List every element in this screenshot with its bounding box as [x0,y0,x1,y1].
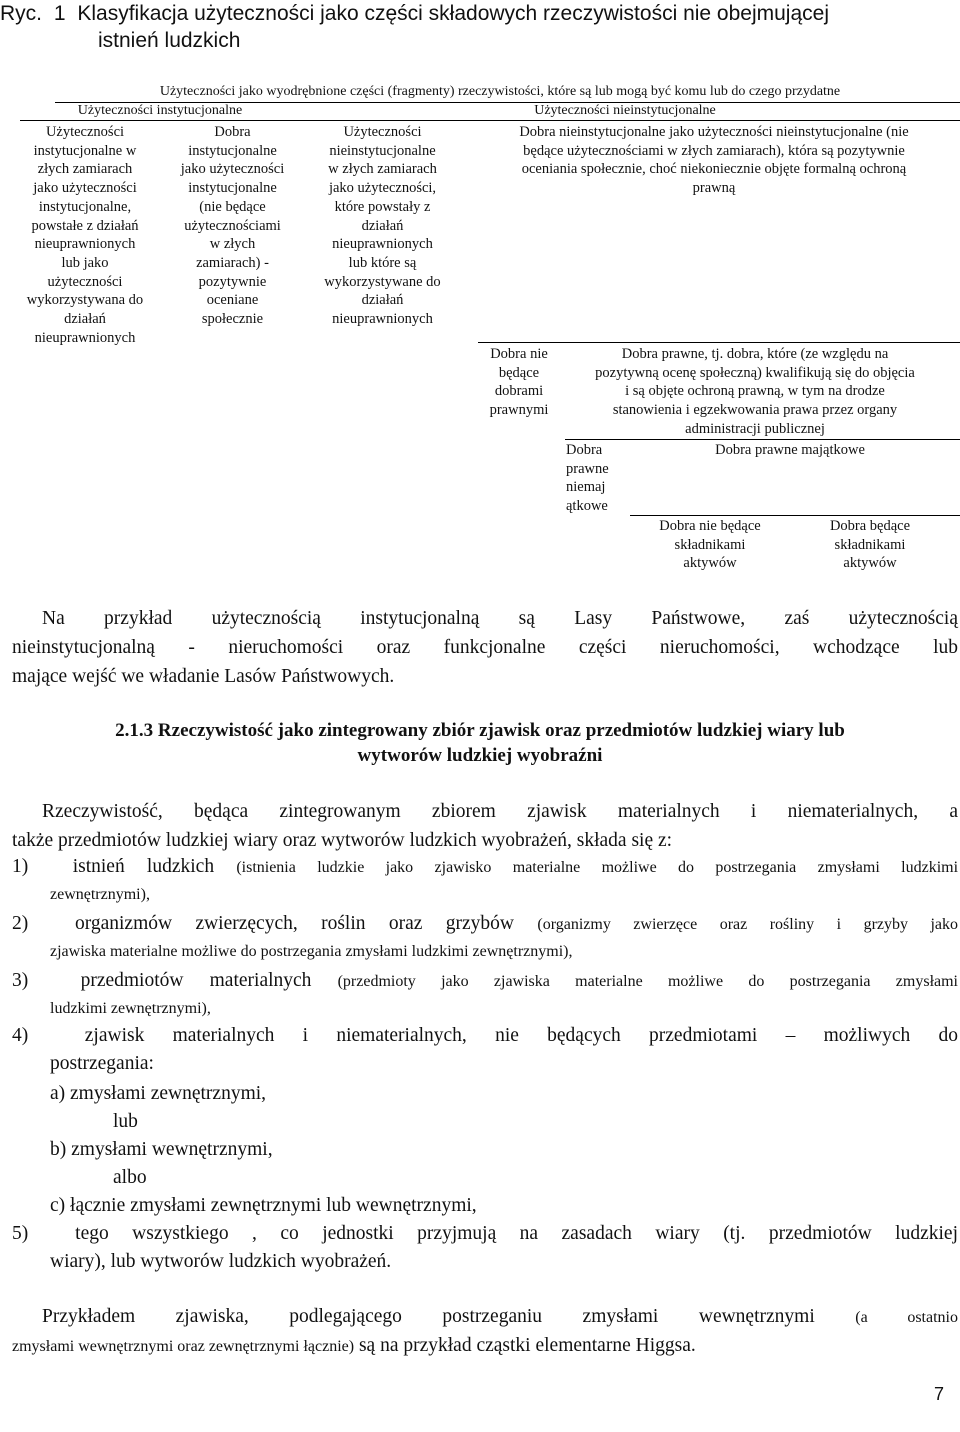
col-inst-harmful: Użyteczności instytucjonalne w złych zamiarach jako użyteczności instytucjonalne, powstałe z działań nieuprawnionych lub jako użyteczności wykorzystywana do działań nieuprawnionych [26,124,144,346]
list-item-5: 5) tego wszystkiego , co jednostki przyjmują na zasadach wiary (tj. przedmiotów ludzkiej wiary), lub wytworów ludzkich wyobrażeń. [12,1223,958,1272]
col-noninst-goods: Dobra nieinstytucjonalne jako użyteczności nieinstytucjonalne (nie będące użytecznościami w złych zamiarach), która są pozytywnie oceniania społecznie, choć niekoniecznie objęte formalną ochroną prawną [519,124,909,197]
higgs-paragraph: Przykładem zjawiska, podlegającego postrzeganiu zmysłami wewnętrznymi (a ostatnio zmysłami wewnętrznymi oraz zewnętrznymi łącznie) są na przykład cząstki elementarne Higgsa. [12,1306,958,1356]
goods-assets: Dobra będące składnikami aktywów [829,518,911,572]
caption-title-line1: Klasyfikacja użyteczności jako części składowych rzeczywistości nie obejmującej [77,2,829,25]
list-item-4: 4) zjawisk materialnych i niematerialnych, nie będących przedmiotami – możliwych do postrzegania: [12,1025,959,1074]
classification-diagram [0,75,960,585]
heading-line2: wytworów ludzkiej wyobraźni [357,745,603,766]
list-item-3: 3) przedmiotów materialnych (przedmioty jako zjawiska materialne możliwe do postrzegania zmysłami ludzkimi zewnętrznymi), [12,970,959,1017]
sublist-c: c) łącznie zmysłami zewnętrznymi lub wewnętrznymi, [50,1195,477,1216]
goods-not-legal: Dobra nie będące dobrami prawnymi [489,346,549,419]
sublist-albo: albo [113,1167,147,1188]
para1-line3: mające wejść we władanie Lasów Państwowych. [12,666,395,687]
sublist-lub: lub [113,1111,138,1132]
intro-paragraph [12,797,958,855]
para1-line2: nieinstytucjonalną - nieruchomości oraz funkcjonalne części nieruchomości, wchodzące lub [12,637,958,658]
diagram-top-label: Użyteczności jako wyodrębnione części (fragmenty) rzeczywistości, które są lub mogą być komu lub do czego przydatne [159,84,841,99]
example-paragraph [12,604,958,691]
section-heading [0,718,960,768]
intro-line2: także przedmiotów ludzkiej wiary oraz wytworów ludzkich wyobrażeń, składa się z: [12,830,673,851]
legal-nonproperty: Dobra prawne niemaj ątkowe [566,442,609,515]
caption-number: 1 [53,2,66,25]
legal-property: Dobra prawne majątkowe [715,442,865,458]
goods-not-assets: Dobra nie będące składnikami aktywów [659,518,761,572]
heading-line1: 2.1.3 Rzeczywistość jako zintegrowany zbiór zjawisk oraz przedmiotów ludzkiej wiary lub [115,720,845,741]
inst-header: Użyteczności instytucjonalne [77,103,243,118]
divider-property-split [565,439,960,440]
para1-line1: Na przykład użytecznością instytucjonalną są Lasy Państwowe, zaś użytecznością [42,608,958,629]
divider-legal-split [478,342,960,343]
list-item-1: 1) istnień ludzkich (istnienia ludzkie jako zjawisko materialne możliwe do postrzegania zmysłami ludzkimi zewnętrznymi), [12,856,959,903]
sublist [50,1080,950,1220]
divider-assets-split [630,515,960,516]
col-inst-goods: Dobra instytucjonalne jako użyteczności instytucjonalne (nie będące użytecznościami w złych zamiarach) - pozytywnie oceniane społecznie [180,124,285,328]
list-item-2: 2) organizmów zwierzęcych, roślin oraz grzybów (organizmy zwierzęce oraz rośliny i grzyby jako zjawiska materialne możliwe do postrzegania zmysłami ludzkimi zewnętrznymi), [12,913,959,960]
col-noninst-harmful: Użyteczności nieinstytucjonalne w złych zamiarach jako użyteczności, które powstały z działań nieuprawnionych lub które są wykorzystywane do działań nieuprawnionych [324,124,441,328]
diagram-divider-headers [20,120,960,121]
intro-line1: Rzeczywistość, będąca zintegrowanym zbiorem zjawisk materialnych i niematerialnych, a [42,801,958,822]
caption-title-line2: istnień ludzkich [98,29,241,52]
page-number: 7 [934,1384,945,1404]
sublist-b: b) zmysłami wewnętrznymi, [50,1139,273,1160]
goods-legal: Dobra prawne, tj. dobra, które (ze względu na pozytywną ocenę społeczną) kwalifikują się do objęcia i są objęte ochroną prawną, w tym na drodze stanowienia i egzekwowania prawa przez organy administracji publicznej [595,346,915,437]
sublist-a: a) zmysłami zewnętrznymi, [50,1083,267,1104]
caption-label: Ryc. [0,2,42,25]
figure-caption [0,0,950,54]
noninst-header: Użyteczności nieinstytucjonalne [534,103,716,118]
